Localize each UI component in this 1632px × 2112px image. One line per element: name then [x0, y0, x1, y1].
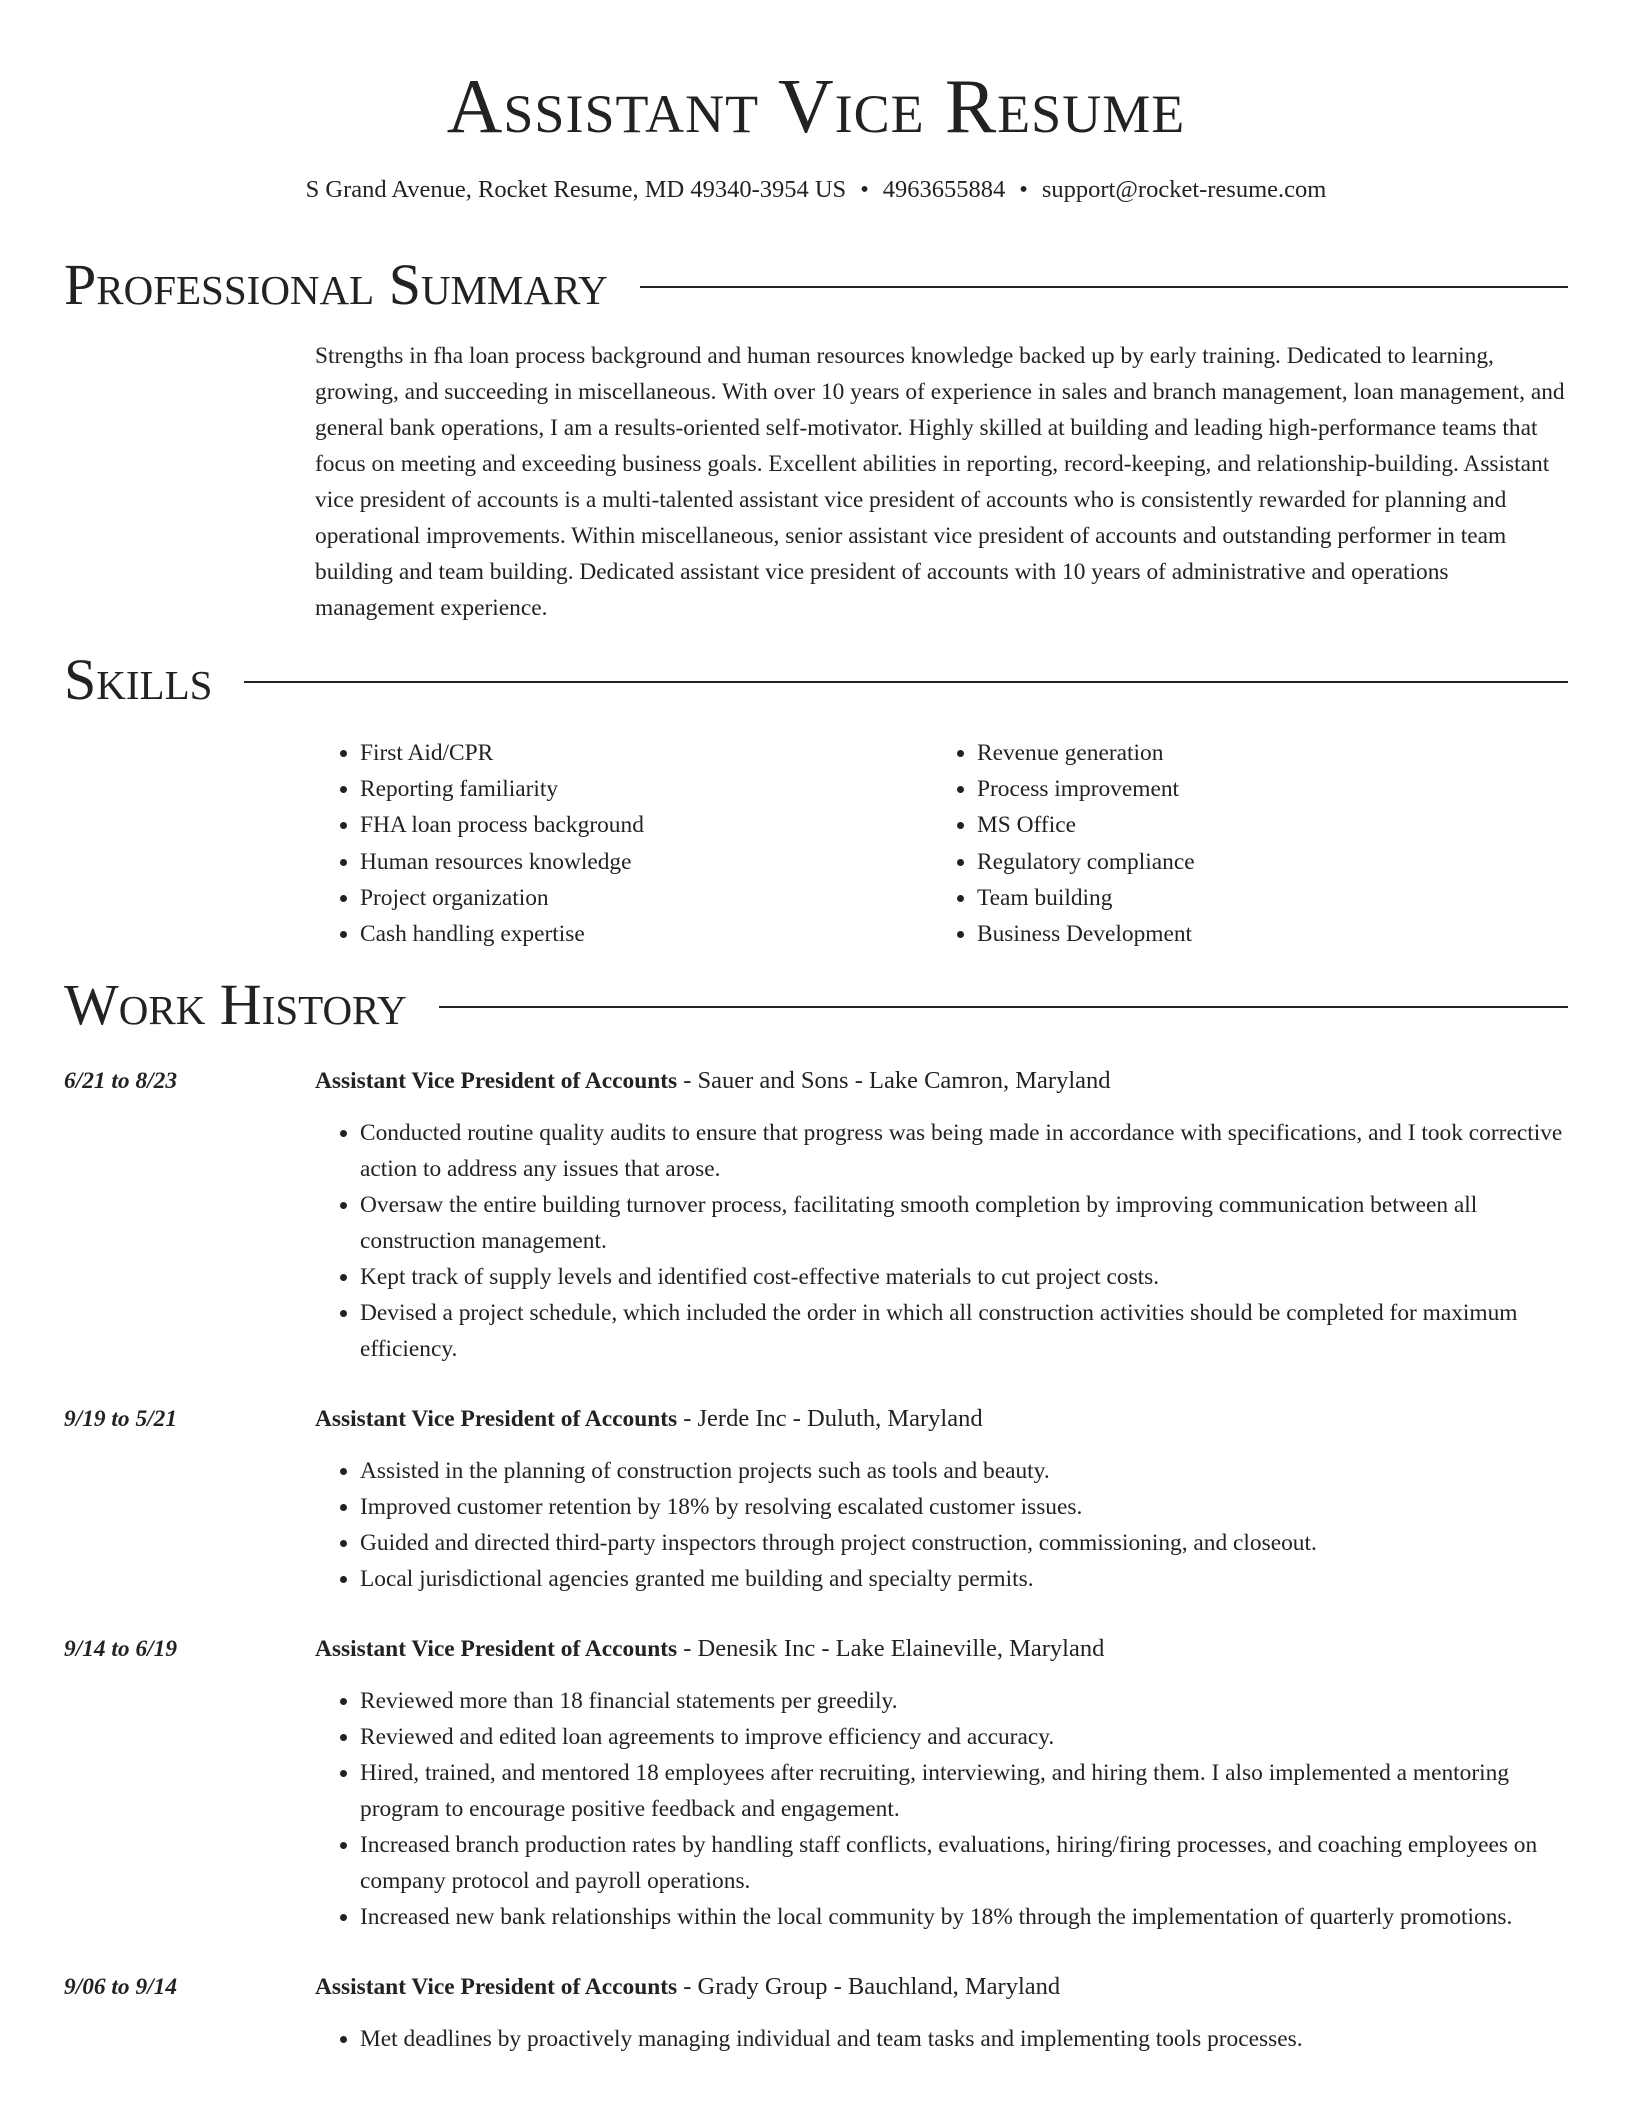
- skills-section-header: [64, 645, 1568, 715]
- section-divider: [244, 681, 1568, 683]
- skill-item: • Project organization: [360, 880, 932, 916]
- summary-section-title: Professional Summary: [64, 252, 608, 317]
- contact-line: [0, 174, 1632, 206]
- skill-item: • Regulatory compliance: [977, 844, 1549, 880]
- job-company-location: - Grady Group - Bauchland, Maryland: [677, 1973, 1061, 2000]
- job-details: [315, 1969, 1568, 2057]
- job-dates: 6/21 to 8/23: [64, 1068, 178, 1094]
- job-entry: [64, 1401, 1568, 1597]
- job-title: Assistant Vice President of Accounts: [315, 1068, 678, 1094]
- skills-list: [315, 735, 1568, 952]
- job-bullet: • Reviewed and edited loan agreements to improve efficiency and accuracy.: [360, 1719, 1568, 1755]
- job-bullet: • Conducted routine quality audits to ensure that progress was being made in accordance with specifications, and I took corrective action to address any issues that arose.: [360, 1115, 1568, 1187]
- work-history-list: [64, 1063, 1568, 2091]
- job-title: Assistant Vice President of Accounts: [315, 1974, 678, 2000]
- job-details: [315, 1631, 1568, 1935]
- professional-summary-text: Strengths in fha loan process background and human resources knowledge backed up by early training. Dedicated to learning, growing, and succeeding in miscellaneous. With over 10 years of experience in sales and branch management, loan management, and general bank operations, I am a results-oriented self-motivator. Highly skilled at building and leading high-performance teams that focus on meeting and exceeding business goals. Excellent abilities in reporting, record-keeping, and relationship-building. Assistant vice president of accounts is a multi-talented assistant vice president of accounts who is consistently rewarded for planning and operational improvements. Within miscellaneous, senior assistant vice president of accounts and outstanding performer in team building and team building. Dedicated assistant vice president of accounts with 10 years of administrative and operations management experience.: [315, 343, 1565, 621]
- job-bullets: [315, 1683, 1568, 1935]
- skill-item: • Human resources knowledge: [360, 844, 932, 880]
- skill-item: • First Aid/CPR: [360, 735, 932, 771]
- job-bullet: • Improved customer retention by 18% by resolving escalated customer issues.: [360, 1489, 1568, 1525]
- job-heading: [315, 1969, 1568, 2005]
- skill-item: • MS Office: [977, 807, 1549, 843]
- skill-item: • Cash handling expertise: [360, 916, 932, 952]
- job-bullet: • Met deadlines by proactively managing individual and team tasks and implementing tools processes.: [360, 2021, 1568, 2057]
- job-bullet: • Devised a project schedule, which included the order in which all construction activities should be completed for maximum efficiency.: [360, 1295, 1568, 1367]
- job-bullet: • Assisted in the planning of construction projects such as tools and beauty.: [360, 1453, 1568, 1489]
- job-dates: 9/14 to 6/19: [64, 1636, 178, 1662]
- skill-item: • Reporting familiarity: [360, 771, 932, 807]
- contact-phone: 4963655884: [882, 176, 1006, 203]
- work-history-section-header: [64, 970, 1568, 1040]
- skill-item: • Team building: [977, 880, 1549, 916]
- skills-column-left: [315, 735, 932, 952]
- job-title: Assistant Vice President of Accounts: [315, 1636, 678, 1662]
- contact-address: S Grand Avenue, Rocket Resume, MD 49340-3954 US: [305, 176, 847, 203]
- job-bullet: • Reviewed more than 18 financial statements per greedily.: [360, 1683, 1568, 1719]
- job-heading: [315, 1401, 1568, 1437]
- job-company-location: - Sauer and Sons - Lake Camron, Maryland: [677, 1067, 1111, 1094]
- job-bullet: • Oversaw the entire building turnover process, facilitating smooth completion by improving communication between all construction management.: [360, 1187, 1568, 1259]
- section-divider: [439, 1006, 1568, 1008]
- contact-separator: •: [1019, 176, 1028, 203]
- job-bullets: [315, 2021, 1568, 2057]
- section-divider: [640, 286, 1568, 288]
- job-dates: 9/06 to 9/14: [64, 1974, 178, 2000]
- job-bullet: • Guided and directed third-party inspectors through project construction, commissioning, and closeout.: [360, 1525, 1568, 1561]
- job-entry: [64, 1969, 1568, 2057]
- skill-item: • FHA loan process background: [360, 807, 932, 843]
- resume-title: Assistant Vice Resume: [446, 63, 1186, 149]
- skill-item: • Revenue generation: [977, 735, 1549, 771]
- job-bullet: • Increased branch production rates by handling staff conflicts, evaluations, hiring/firing processes, and coaching employees on company protocol and payroll operations.: [360, 1827, 1568, 1899]
- job-bullet: • Increased new bank relationships within the local community by 18% through the implementation of quarterly promotions.: [360, 1899, 1568, 1935]
- job-bullets: [315, 1453, 1568, 1597]
- job-entry: [64, 1063, 1568, 1367]
- job-bullet: • Kept track of supply levels and identified cost-effective materials to cut project costs.: [360, 1259, 1568, 1295]
- contact-email: support@rocket-resume.com: [1041, 176, 1327, 203]
- skill-item: • Process improvement: [977, 771, 1549, 807]
- contact-separator: •: [860, 176, 869, 203]
- job-heading: [315, 1631, 1568, 1667]
- skills-column-right: [932, 735, 1549, 952]
- job-company-location: - Jerde Inc - Duluth, Maryland: [677, 1405, 983, 1432]
- skill-item: • Business Development: [977, 916, 1549, 952]
- work-history-section-title: Work History: [64, 972, 407, 1037]
- skills-section-title: Skills: [64, 647, 213, 712]
- job-title: Assistant Vice President of Accounts: [315, 1406, 678, 1432]
- job-bullet: • Hired, trained, and mentored 18 employees after recruiting, interviewing, and hiring them. I also implemented a mentoring program to encourage positive feedback and engagement.: [360, 1755, 1568, 1827]
- job-heading: [315, 1063, 1568, 1099]
- job-dates: 9/19 to 5/21: [64, 1406, 178, 1432]
- job-company-location: - Denesik Inc - Lake Elaineville, Maryland: [677, 1635, 1105, 1662]
- job-details: [315, 1401, 1568, 1597]
- summary-section-header: [64, 250, 1568, 320]
- job-bullet: • Local jurisdictional agencies granted me building and specialty permits.: [360, 1561, 1568, 1597]
- job-bullets: [315, 1115, 1568, 1367]
- job-details: [315, 1063, 1568, 1367]
- job-entry: [64, 1631, 1568, 1935]
